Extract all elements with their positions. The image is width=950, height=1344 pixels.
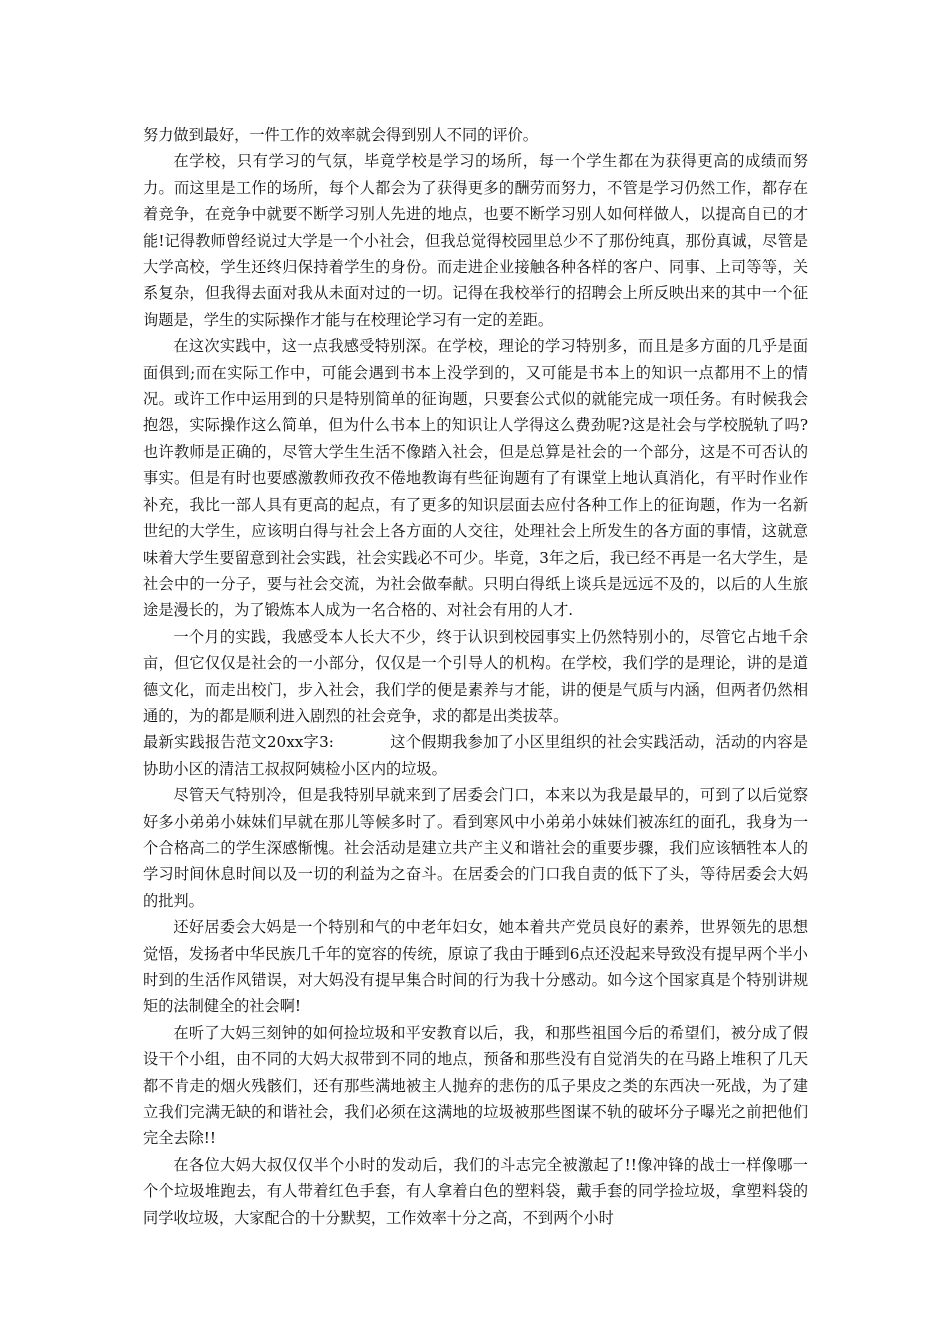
paragraph-4: 一个月的实践，我感受本人长大不少，终于认识到校园事实上仍然特别小的，尽管它占地千余亩，但它仅仅是社会的一小部分，仅仅是一个引导人的机构。在学校，我们学的是理论，讲的是道德文化，而走出校门，步入社会，我们学的便是素养与才能，讲的便是气质与内涵，但两者仍然相通的，为的都是顺利进入剧烈的社会竞争，求的都是出类拔萃。 — [143, 627, 808, 725]
paragraph-1: 努力做到最好，一件工作的效率就会得到别人不同的评价。 — [143, 126, 538, 144]
paragraph-5 — [143, 729, 808, 782]
section-heading: 最新实践报告范文20xx字3: — [143, 733, 334, 752]
document-body — [143, 122, 808, 1231]
paragraph-9: 在各位大妈大叔仅仅半个小时的发动后，我们的斗志完全被激起了!!像冲锋的战士一样像哪一个个垃圾堆跑去，有人带着红色手套，有人拿着白色的塑料袋，戴手套的同学捡垃圾，拿塑料袋的同学收垃圾，大家配合的十分默契，工作效率十分之高，不到两个小时 — [143, 1155, 808, 1227]
paragraph-7: 还好居委会大妈是一个特别和气的中老年妇女，她本着共产党员良好的素养，世界领先的思想觉悟，发扬者中华民族几千年的宽容的传统，原谅了我由于睡到6点还没起来导致没有提早两个半小时到的生活作风错误，对大妈没有提早集合时间的行为我十分感动。如今这个国家真是个特别讲规矩的法制健全的社会啊! — [143, 918, 808, 1016]
paragraph-3: 在这次实践中，这一点我感受特别深。在学校，理论的学习特别多，而且是多方面的几乎是面面俱到;而在实际工作中，可能会遇到书本上没学到的，又可能是书本上的知识一点都用不上的情况。或许工作中运用到的只是特别简单的征询题，只要套公式似的就能完成一项任务。有时候我会抱怨，实际操作这么简单，但为什么书本上的知识让人学得这么费劲呢?这是社会与学校脱轨了吗?也许教师是正确的，尽管大学生生活不像踏入社会，但是总算是社会的一个部分，这是不可否认的事实。但是有时也要感激教师孜孜不倦地教诲有些征询题有了有课堂上地认真消化，有平时作业作补充，我比一部人具有更高的起点，有了更多的知识层面去应付各种工作上的征询题，作为一名新世纪的大学生，应该明白得与社会上各方面的人交往，处理社会上所发生的各方面的事情，这就意味着大学生要留意到社会实践，社会实践必不可少。毕竟，3年之后，我已经不再是一名大学生，是社会中的一分子，要与社会交流，为社会做奉献。只明白得纸上谈兵是远远不及的，以后的人生旅途是漫长的，为了锻炼本人成为一名合格的、对社会有用的人才. — [143, 337, 808, 620]
paragraph-2: 在学校，只有学习的气氛，毕竟学校是学习的场所，每一个学生都在为获得更高的成绩而努力。而这里是工作的场所，每个人都会为了获得更多的酬劳而努力，不管是学习仍然工作，都存在着竞争，在竞争中就要不断学习别人先进的地点，也要不断学习别人如何样做人，以提高自已的才能!记得教师曾经说过大学是一个小社会，但我总觉得校园里总少不了那份纯真，那份真诚，尽管是大学高校，学生还终归保持着学生的身份。而走进企业接触各种各样的客户、同事、上司等等，关系复杂，但我得去面对我从未面对过的一切。记得在我校举行的招聘会上所反映出来的其中一个征询题是，学生的实际操作才能与在校理论学习有一定的差距。 — [143, 152, 808, 329]
paragraph-5-text: 这个假期我参加了小区里组织的社会实践活动，活动的内容是协助小区的清洁工叔叔阿姨检小区内的垃圾。 — [143, 733, 808, 778]
paragraph-8: 在听了大妈三刻钟的如何捡垃圾和平安教育以后，我，和那些祖国今后的希望们，被分成了假设干个小组，由不同的大妈大叔带到不同的地点，预备和那些没有自觉消失的在马路上堆积了几天都不肯走的烟火残骸们，还有那些满地被主人抛弃的悲伤的瓜子果皮之类的东西决一死战，为了建立我们完满无缺的和谐社会，我们必须在这满地的垃圾被那些图谋不轨的破坏分子曝光之前把他们完全去除!! — [143, 1023, 808, 1148]
paragraph-6: 尽管天气特别冷，但是我特别早就来到了居委会门口，本来以为我是最早的，可到了以后觉察好多小弟弟小妹妹们早就在那儿等候多时了。看到寒风中小弟弟小妹妹们被冻红的面孔，我身为一个合格高二的学生深感惭愧。社会活动是建立共产主义和谐社会的重要步骤，我们应该牺牲本人的学习时间休息时间以及一切的利益为之奋斗。在居委会的门口我自责的低下了头，等待居委会大妈的批判。 — [143, 786, 808, 910]
